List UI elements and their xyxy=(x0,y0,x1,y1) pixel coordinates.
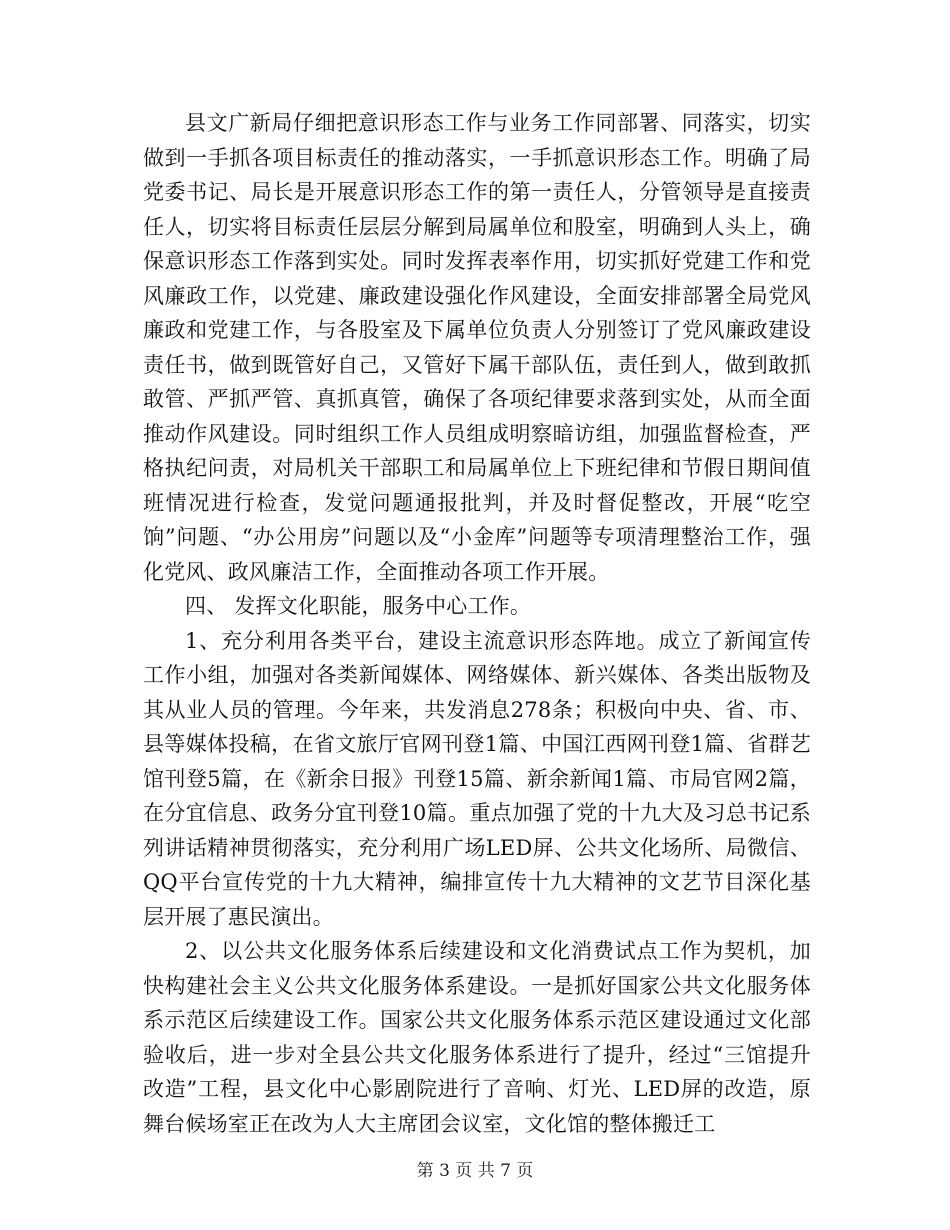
paragraph-public-culture: 2、以公共文化服务体系后续建设和文化消费试点工作为契机，加快构建社会主义公共文化服务体系建设。一是抓好国家公共文化服务体系示范区后续建设工作。国家公共文化服务体系示范区建设通过文化部验收后，进一步对全县公共文化服务体系进行了提升，经过“三馆提升改造”工程，县文化中心影剧院进行了音响、灯光、LED屏的改造，原舞台候场室正在改为人大主席团会议室，文化馆的整体搬迁工 xyxy=(143,939,811,1136)
page-number-footer: 第 3 页 共 7 页 xyxy=(416,1161,534,1181)
section-heading-4: 四、 发挥文化职能，服务中心工作。 xyxy=(185,594,532,618)
paragraph-ideology-work: 县文广新局仔细把意识形态工作与业务工作同部署、同落实，切实做到一手抓各项目标责任的推动落实，一手抓意识形态工作。明确了局党委书记、局长是开展意识形态工作的第一责任人，分管领导是直接责任人，切实将目标责任层层分解到局属单位和股室，明确到人头上，确保意识形态工作落到实处。同时发挥表率作用，切实抓好党建工作和党风廉政工作，以党建、廉政建设强化作风建设，全面安排部署全局党风廉政和党建工作，与各股室及下属单位负责人分别签订了党风廉政建设责任书，做到既管好自己，又管好下属干部队伍，责任到人，做到敢抓敢管、严抓严管、真抓真管，确保了各项纪律要求落到实处，从而全面推动作风建设。同时组织工作人员组成明察暗访组，加强监督检查，严格执纪问责，对局机关干部职工和局属单位上下班纪律和节假日期间值班情况进行检查，发觉问题通报批判，并及时督促整改，开展“吃空饷”问题、“办公用房”问题以及“小金库”问题等专项清理整治工作，强化党风、政风廉洁工作，全面推动各项工作开展。 xyxy=(143,111,811,584)
document-body xyxy=(143,106,811,1141)
paragraph-platforms: 1、充分利用各类平台，建设主流意识形态阵地。成立了新闻宣传工作小组，加强对各类新闻媒体、网络媒体、新兴媒体、各类出版物及其从业人员的管理。今年来，共发消息278条；积极向中央、省、市、县等媒体投稿，在省文旅厅官网刊登1篇、中国江西网刊登1篇、省群艺馆刊登5篇，在《新余日报》刊登15篇、新余新闻1篇、市局官网2篇，在分宜信息、政务分宜刊登10篇。重点加强了党的十九大及习总书记系列讲话精神贯彻落实，充分利用广场LED屏、公共文化场所、局微信、QQ平台宣传党的十九大精神，编排宣传十九大精神的文艺节目深化基层开展了惠民演出。 xyxy=(143,628,811,929)
